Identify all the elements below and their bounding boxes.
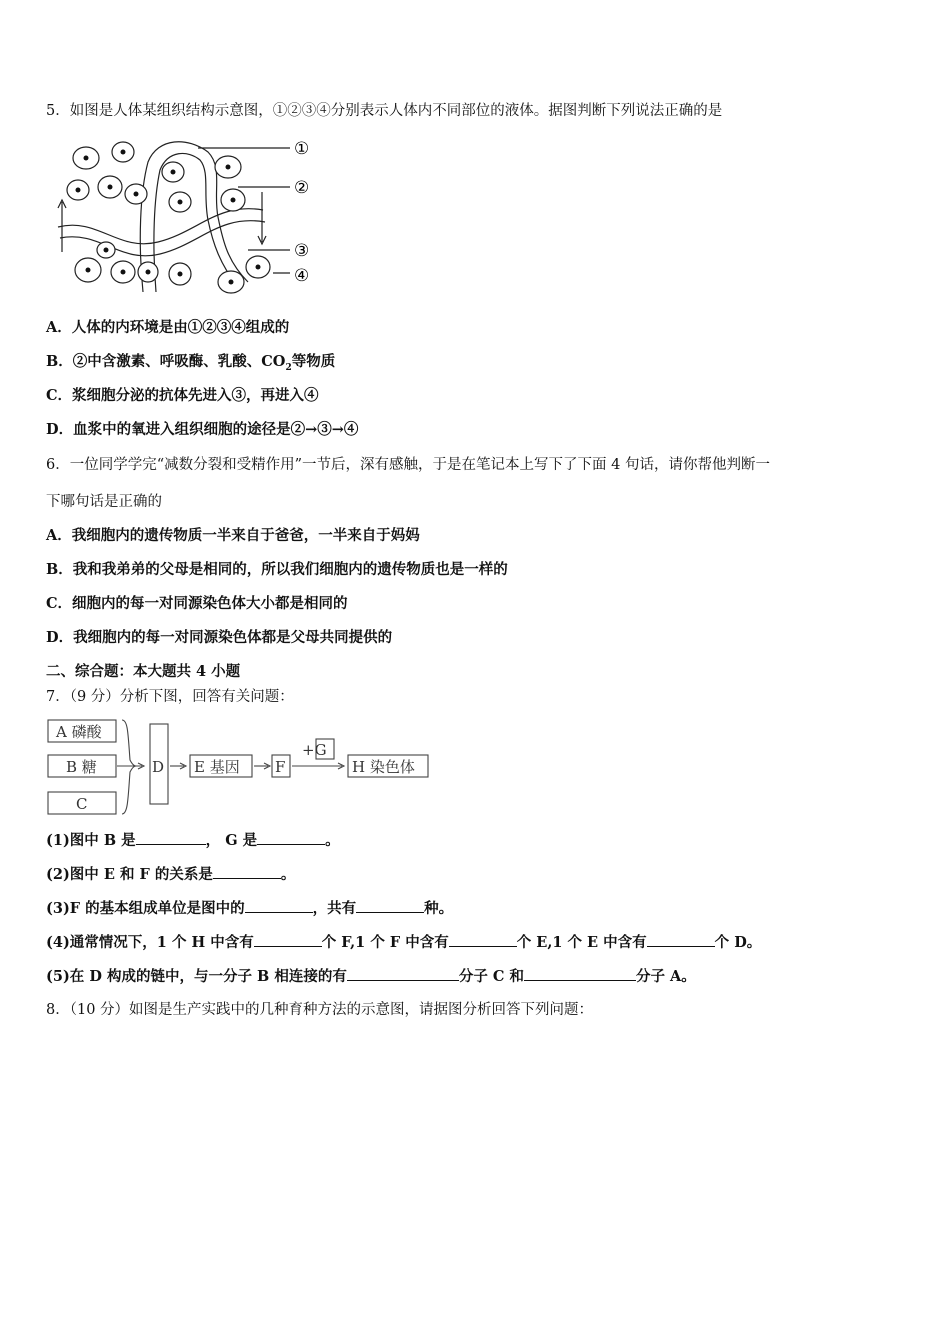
label-2: ②: [294, 178, 310, 198]
q6-stem-line2: 下哪句话是正确的: [46, 494, 162, 510]
q6-option-d: D．我细胞内的每一对同源染色体都是父母共同提供的: [46, 629, 393, 646]
q7-part4: (4)通常情况下，1 个 H 中含有 个 F,1 个 F 中含有 个 E,1 个 E 中含有 个 D。: [46, 934, 762, 951]
q6-option-b: B．我和我弟弟的父母是相同的，所以我们细胞内的遗传物质也是一样的: [46, 561, 508, 578]
box-g: +G: [302, 741, 327, 759]
q7-part1: (1)图中 B 是 ， G 是 。: [46, 832, 340, 849]
q5-option-c: C．浆细胞分泌的抗体先进入③，再进入④: [46, 387, 319, 404]
label-1: ①: [294, 139, 310, 159]
q5-stem: 5．如图是人体某组织结构示意图，①②③④分别表示人体内不同部位的液体。据图判断下列说法正确的是: [46, 103, 723, 119]
tissue-figure: [48, 132, 318, 300]
q7-part3: (3)F 的基本组成单位是图中的 ，共有 种。: [46, 900, 454, 917]
gene-diagram: [44, 714, 434, 818]
box-c: C: [76, 795, 88, 813]
q6-option-c: C．细胞内的每一对同源染色体大小都是相同的: [46, 595, 348, 612]
label-4: ④: [294, 266, 310, 286]
q5-option-d: D．血浆中的氧进入组织细胞的途径是②→③→④: [46, 421, 359, 438]
q8-stem: 8．（10 分）如图是生产实践中的几种育种方法的示意图，请据图分析回答下列问题：: [46, 1002, 594, 1018]
box-h: H 染色体: [352, 758, 415, 776]
q6-stem-line1: 6．一位同学学完“减数分裂和受精作用”一节后，深有感触，于是在笔记本上写下了下面 4 句话，请你帮他判断一: [46, 457, 770, 473]
q7-part5: (5)在 D 构成的链中，与一分子 B 相连接的有 分子 C 和 分子 A。: [46, 968, 696, 985]
q5-option-a: A．人体的内环境是由①②③④组成的: [46, 319, 290, 336]
box-a: A 磷酸: [56, 723, 102, 741]
q5-option-b: B．②中含激素、呼吸酶、乳酸、$CO_2$等物质: [46, 353, 336, 373]
box-f: F: [275, 758, 286, 776]
label-3: ③: [294, 241, 310, 261]
box-e: E 基因: [194, 758, 240, 776]
q6-option-a: A．我细胞内的遗传物质一半来自于爸爸，一半来自于妈妈: [46, 527, 420, 544]
q7-stem: 7．（9 分）分析下图，回答有关问题：: [46, 689, 294, 705]
q7-part2: (2)图中 E 和 F 的关系是 。: [46, 866, 296, 883]
section-heading: 二、综合题：本大题共 4 小题: [46, 663, 241, 680]
box-d: D: [152, 758, 165, 776]
box-b: B 糖: [66, 758, 97, 776]
